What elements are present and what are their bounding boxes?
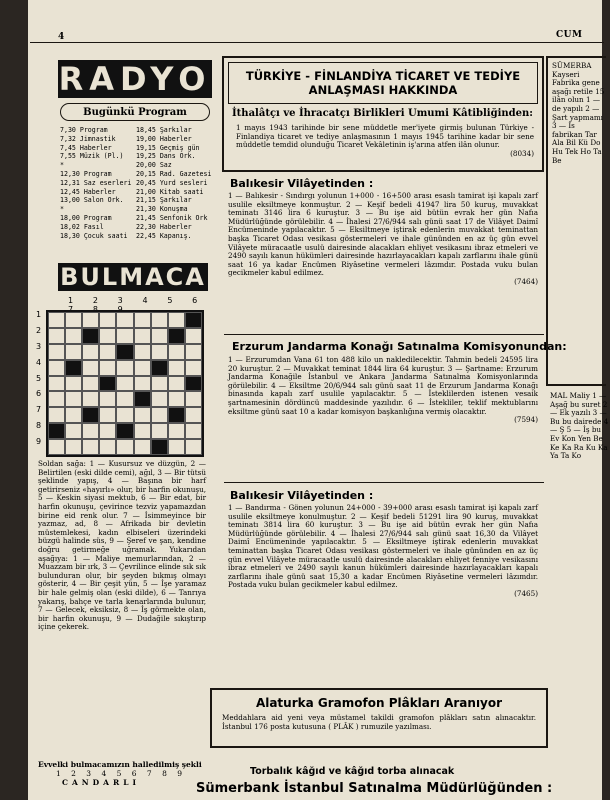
crossword-black-cell xyxy=(99,376,116,392)
crossword-cell xyxy=(168,312,185,328)
balikesir2-body-text: 1 — Bandırma - Gönen yolunun 24+000 - 39+000 arası esaslı tamirat işi kapalı zarf usulile eksiltmeye konulmuştur. 2 — Keşif bedeli 51291 lira 90 kuruş, muvakkat teminatı 3814 lira 60 kuruştur. 3 — Bu işe aid bütün evrak her gün Nafıa Müdürlüğünde görülebilir. 4 — İhalesi 27/6/944 salı günü saat 16,30 da Vilâyet Daimî Encümeninde yapılacaktır. 5 — Eksiltmeye iştirak edenlerin muvakkat teminattan başka Ticaret Odası vesikası göstermeleri ve ihale gününden en az üç gün evvel Vilâyete müracaatle usulü dairesinde alacakları ehliyet fenniye vesikasını ibraz etmeleri ve 2490 sayılı kanun hükümleri dairesinde hazırlayacakları kapalı zarflarını ihale günü saat 15,30 a kadar Encümen Riyâsetine vermeleri lâzımdır. Postada vuku bulan gecikmeler kabul edilmez. xyxy=(228,503,538,590)
crossword-cell xyxy=(82,391,99,407)
crossword-cell xyxy=(151,423,168,439)
program-row xyxy=(60,214,212,223)
crossword-cell xyxy=(99,439,116,455)
program-entry: 22,45 Kapanış. xyxy=(136,231,192,240)
finland-title-line2: ANLAŞMASI HAKKINDA xyxy=(308,83,458,97)
separator xyxy=(224,334,544,335)
crossword-cell xyxy=(185,344,202,360)
program-entry: 19,25 Dans Ork. xyxy=(136,152,196,161)
program-entry: 12,31 Saz eserleri xyxy=(60,178,132,187)
erzurum-code: (7594) xyxy=(514,415,538,425)
finland-title-line1: TÜRKİYE - FİNLANDİYA TİCARET VE TEDİYE xyxy=(245,69,521,83)
crossword-cell xyxy=(82,312,99,328)
program-entry: 20,15 Rad. Gazetesi xyxy=(136,169,212,178)
bulmaca-title: BULMACA xyxy=(58,263,208,291)
crossword-cell xyxy=(65,391,82,407)
crossword-black-cell xyxy=(151,439,168,455)
crossword-cell xyxy=(82,439,99,455)
crossword-cell xyxy=(185,439,202,455)
crossword-row-number: 1 xyxy=(36,310,42,319)
finland-issuer: İthalâtçı ve İhracatçı Birlikleri Umumi Kâtibliğinden: xyxy=(232,108,533,119)
crossword-cell xyxy=(116,376,133,392)
gramofon-ad xyxy=(210,688,548,748)
crossword-cell xyxy=(99,391,116,407)
erzurum-heading: Erzurum Jandarma Konağı Satınalma Komisyonundan: xyxy=(232,340,567,353)
crossword-cell xyxy=(99,344,116,360)
crossword-cell xyxy=(99,312,116,328)
radio-program-list xyxy=(60,126,212,240)
program-entry: 13,00 Salon Ork. xyxy=(60,196,124,205)
program-row xyxy=(60,152,212,161)
erzurum-body-text: 1 — Erzurumdan Vana 61 ton 488 kilo un nakledilecektir. Tahmin bedeli 24595 lira 20 kuruştur. 2 — Muvakkat teminat 1844 lira 64 kuruştur. 3 — Şartname: Erzurum Jandarma Konağile İstanbul ve Ankara Jandarma Satınalma Komisyonlarında görülebilir. 4 — Eksiltme 20/6/944 salı günü saat 11 de Erzurum Jandarma Konağı binasında kapalı zarf usulile yapılacaktır. 5 — İsteklilerden istenen vesaik şartnamesinin dördüncü maddesinde yazılıdır. 6 — İstekliler, teklif mektublarını eksiltme günü saat 10 a kadar komisyon başkanlığına vermiş olacaktır. xyxy=(228,355,538,416)
crossword-solution-caption xyxy=(38,760,206,787)
crossword-row-number: 9 xyxy=(36,437,42,447)
solution-column-numbers: 1 2 3 4 5 6 7 8 9 xyxy=(56,769,187,778)
crossword-column-numbers: 1 2 3 4 5 6 7 8 9 xyxy=(68,296,206,314)
balikesir2-body xyxy=(228,504,538,599)
solution-caption-text: Evvelki bulmacamızın halledilmiş şekli xyxy=(38,760,202,769)
crossword-cell xyxy=(151,328,168,344)
crossword-cell xyxy=(134,439,151,455)
crossword-cell xyxy=(116,328,133,344)
finland-body xyxy=(236,124,534,158)
crossword-cell xyxy=(65,407,82,423)
program-entry: 21,45 Senfonik Ork xyxy=(136,213,208,222)
crossword-cell xyxy=(168,439,185,455)
crossword-cell xyxy=(116,439,133,455)
crossword-black-cell xyxy=(168,407,185,423)
program-entry: 19,15 Geçmiş gün xyxy=(136,143,200,152)
program-entry: 7,55 Müzik (Pl.) xyxy=(60,152,124,161)
balikesir2-heading: Balıkesir Vilâyetinden : xyxy=(230,489,374,502)
header-rule xyxy=(30,42,604,43)
crossword-cell xyxy=(185,423,202,439)
radyo-subtitle: Bugünkü Program xyxy=(60,103,210,121)
finland-notice xyxy=(222,56,544,172)
program-entry: * xyxy=(60,161,64,170)
finland-body-text: 1 mayıs 1943 tarihinde bir sene müddetle mer'iyete girmiş bulunan Türkiye - Finlandiya ticaret ve tediye anlaşmasının 1 mayıs 1945 tarihine kadar bir sene müddetle temdid olunduğu Ticaret Vekâletinin iş'arına atfen ilân olunur. xyxy=(236,123,534,150)
program-entry: 18,45 Şarkılar xyxy=(136,126,192,134)
crossword-cell xyxy=(99,407,116,423)
crossword-row-number: 8 xyxy=(36,421,42,431)
crossword-row-number: 6 xyxy=(36,389,42,399)
crossword-black-cell xyxy=(48,423,65,439)
gramofon-body: Meddahlara aid yeni veya müstamel takildi gramofon plâkları satın alınacaktır. İstanbul 176 posta kutusuna ( PLÂK ) rumuzile yazılması. xyxy=(222,713,536,731)
program-row xyxy=(60,170,212,179)
solution-first-row: CANDARLI xyxy=(62,778,140,787)
crossword-cell xyxy=(185,407,202,423)
torba-heading: Torbalık kâğıd ve kâğıd torba alınacak xyxy=(250,766,455,777)
crossword-cell xyxy=(151,344,168,360)
crossword-cell xyxy=(48,360,65,376)
crossword-row-number: 4 xyxy=(36,357,42,367)
balikesir1-code: (7464) xyxy=(514,276,538,286)
page-number: 4 xyxy=(58,32,65,42)
separator xyxy=(224,482,544,483)
crossword-cell xyxy=(48,391,65,407)
crossword-cell xyxy=(48,328,65,344)
crossword-cell xyxy=(168,344,185,360)
program-entry: 21,00 Kitab saati xyxy=(136,187,204,196)
crossword-cell xyxy=(65,423,82,439)
crossword-cell xyxy=(151,376,168,392)
crossword-cell xyxy=(185,328,202,344)
radyo-title: RADYO xyxy=(58,60,212,98)
crossword-cell xyxy=(116,391,133,407)
crossword-black-cell xyxy=(168,328,185,344)
crossword-black-cell xyxy=(134,391,151,407)
program-row xyxy=(60,196,212,205)
crossword-row-number: 5 xyxy=(36,373,42,383)
crossword-cell xyxy=(65,344,82,360)
crossword-cell xyxy=(134,376,151,392)
crossword-cell xyxy=(168,360,185,376)
crossword-black-cell xyxy=(151,360,168,376)
program-row xyxy=(60,232,212,241)
crossword-cell xyxy=(151,407,168,423)
program-entry: 12,30 Program xyxy=(60,169,112,178)
gramofon-title: Alaturka Gramofon Plâkları Aranıyor xyxy=(255,696,503,710)
program-entry: 21,15 Şarkılar xyxy=(136,196,192,205)
program-entry: 20,00 Saz xyxy=(136,161,172,170)
program-entry: 20,45 Yurd sesleri xyxy=(136,178,208,187)
crossword-cell xyxy=(116,407,133,423)
program-entry: 22,30 Haberler xyxy=(136,222,192,231)
crossword-cell xyxy=(48,376,65,392)
crossword-row-number: 7 xyxy=(36,405,42,415)
crossword-cell xyxy=(185,391,202,407)
crossword-cell xyxy=(134,312,151,328)
program-entry: 12,45 Haberler xyxy=(60,187,116,196)
crossword-cell xyxy=(65,328,82,344)
crossword-cell xyxy=(134,328,151,344)
program-entry: 18,02 Fasıl xyxy=(60,222,104,231)
crossword-cell xyxy=(151,312,168,328)
crossword-cell xyxy=(48,344,65,360)
crossword-cell xyxy=(134,407,151,423)
program-row xyxy=(60,205,212,214)
crossword-cell xyxy=(48,439,65,455)
balikesir1-body-text: 1 — Balıkesir - Sındırgı yolunun 1+000 - 16+500 arası esaslı tamirat işi kapalı zarf usulile eksiltmeye konmuştur. 2 — Keşif bedeli 41947 lira 50 kuruş, muvakkat teminatı 3146 lira 6 kuruştur. 3 — Bu işe aid bütün evrak her gün Nafıa Müdürlüğünde görülebilir. 4 — İhalesi 27/6/944 salı günü saat 17 de Vilâyet Daimî Encümeninde yapılacaktır. 5 — Eksiltmeye iştirak edenlerin muvakkat teminattan başka Ticaret Odası vesikası göstermeleri ve ihale gününden en az üç gün evvel Vilâyete müracaatle usulü dairesinde alacakları ehliyet vesikasını ibraz etmeleri ve 2490 sayılı kanun hükümleri dairesinde hazırlayacakları kapalı zarflarını ihale günü saat 16 ya kadar Encümen Riyâsetine vermeleri lâzımdır. Postada vuku bulan gecikmeler kabul edilmez. xyxy=(228,191,538,278)
program-entry: 7,45 Haberler xyxy=(60,143,112,152)
crossword-cell xyxy=(48,407,65,423)
crossword-cell xyxy=(82,376,99,392)
crossword-cell xyxy=(134,360,151,376)
crossword-cell xyxy=(99,360,116,376)
program-row xyxy=(60,126,212,135)
balikesir1-heading: Balıkesir Vilâyetinden : xyxy=(230,177,374,190)
crossword-black-cell xyxy=(116,423,133,439)
crossword-row-number: 3 xyxy=(36,341,42,351)
program-row xyxy=(60,223,212,232)
crossword-cell xyxy=(65,376,82,392)
crossword-cell xyxy=(48,312,65,328)
crossword-cell xyxy=(82,423,99,439)
crossword-cell xyxy=(185,360,202,376)
program-entry: * xyxy=(60,205,64,214)
crossword-black-cell xyxy=(185,312,202,328)
right-column-top: SÜMERBA Kayseri Fabrika gene aşağı retile 15 ilân olun 1 — de yapılı 2 — Şart yapmamı 3 — İs fabrikan Tar Ala Bil Kü Do Hu Tek Ho Ta Be xyxy=(546,56,606,386)
crossword-cell xyxy=(99,423,116,439)
erzurum-body xyxy=(228,356,538,425)
crossword-cell xyxy=(168,391,185,407)
crossword-black-cell xyxy=(185,376,202,392)
crossword-cell xyxy=(134,344,151,360)
crossword-row-number: 2 xyxy=(36,325,42,335)
program-row xyxy=(60,135,212,144)
crossword-cell xyxy=(116,312,133,328)
program-entry: 18,00 Program xyxy=(60,213,112,222)
balikesir2-code: (7465) xyxy=(514,588,538,598)
crossword-cell xyxy=(82,344,99,360)
crossword-grid xyxy=(46,310,204,457)
balikesir1-body xyxy=(228,192,538,287)
crossword-row-numbers xyxy=(36,310,41,453)
crossword-cell xyxy=(65,312,82,328)
program-entry: 18,30 Çocuk saati xyxy=(60,231,128,240)
crossword-cell xyxy=(99,328,116,344)
crossword-black-cell xyxy=(82,328,99,344)
crossword-cell xyxy=(82,360,99,376)
crossword-black-cell xyxy=(116,344,133,360)
crossword-cell xyxy=(65,439,82,455)
program-entry: 19,00 Haberler xyxy=(136,134,192,143)
masthead: CUM xyxy=(556,30,583,40)
crossword-clues: Soldan sağa: 1 — Kusursuz ve düzgün, 2 — Belirtilen (eski dilde cemi), ağıl, 3 — Bir tütsü şeklinde yapış, 4 — Başına bir harf getirirseniz «hayırlı» olur, bir harfin okunuşu, 5 — Keskin siyasi mektub, 6 — Bir edat, bir harfin okunuşu, çevirince tezviz yapamazdan birine eid renk olur. 7 — İsimmeyince bir yazmaz, ad, 8 — Afrikada bir devletin müstemlekesi, kadın elbiseleri üzerindeki büzgü halinde süs, 9 — Şeref ve şan, kendine doğru getirmeğe uğramak. Yukarıdan aşağıya: 1 — Maliye memurlarından, 2 — Muazzam bir ırk, 3 — Çevrilince elinde sık sık bulunduran olur, bir şeyden bıkmış olmayı gösterir, 4 — Bir çeşit yün, 5 — İşe yaramaz bir hale gelmiş olan (eski dilde), 6 — Tanrıya yakarış, bahçe ve tarla kenarlarında bulunur, 7 — Gelecek, eksiksiz, 8 — İş görmekte olan, bir harfin okunuşu, 9 — Dudağile sıkıştırıp içine çekerek. xyxy=(38,459,206,632)
crossword-cell xyxy=(168,376,185,392)
crossword-black-cell xyxy=(82,407,99,423)
sumerbank-heading: Sümerbank İstanbul Satınalma Müdürlüğünden : xyxy=(196,781,553,796)
program-entry: 7,32 Jimnastik xyxy=(60,134,116,143)
finland-code: (8034) xyxy=(510,148,534,158)
crossword-black-cell xyxy=(65,360,82,376)
crossword-cell xyxy=(168,423,185,439)
crossword-cell xyxy=(151,391,168,407)
program-row xyxy=(60,188,212,197)
program-row xyxy=(60,179,212,188)
right-column-bottom: MAL Maliy 1 — Aşağ bu suret 2 — Ek yazılı 3 — Bu bu dairede 4 — Ş 5 — İş bu Ev Kon Yen Be Ke Ka Ra Ku Ka Ya Ta Ko xyxy=(550,391,609,461)
crossword-cell xyxy=(134,423,151,439)
program-row xyxy=(60,144,212,153)
finland-title-box xyxy=(228,62,538,104)
crossword-cell xyxy=(116,360,133,376)
program-entry: 21,30 Konuşma xyxy=(136,205,188,214)
program-row xyxy=(60,161,212,170)
program-entry: 7,30 Program xyxy=(60,126,108,134)
